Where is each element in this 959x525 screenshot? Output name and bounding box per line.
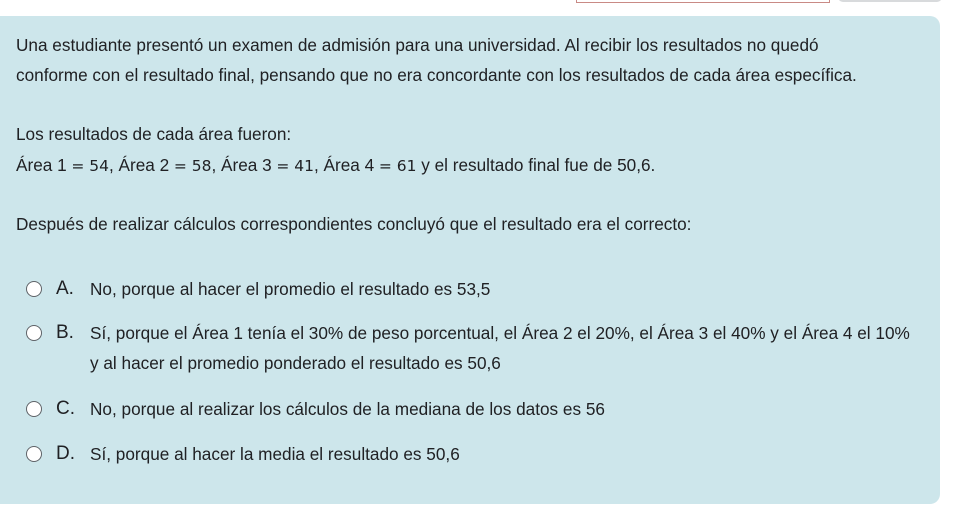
radio-button-c[interactable] — [26, 401, 42, 417]
separator: , — [211, 155, 221, 175]
option-text-c: No, porque al realizar los cálculos de la mediana de los datos es 56 — [90, 399, 605, 419]
option-letter-c: C. — [56, 398, 75, 419]
option-b[interactable] — [26, 322, 926, 378]
option-d[interactable] — [26, 443, 926, 467]
area-1-value: 54 — [89, 157, 109, 175]
option-a[interactable] — [26, 278, 926, 302]
option-text-d: Sí, porque al hacer la media el resultado es 50,6 — [90, 444, 460, 464]
final-result-text: y el resultado final fue de 50,6. — [416, 155, 656, 175]
area-1-label: Área 1 — [16, 155, 67, 175]
area-3-label: Área 3 — [221, 155, 272, 175]
equals-sign: = — [173, 157, 187, 175]
option-letter-b: B. — [56, 322, 74, 343]
previous-button-edge — [838, 0, 942, 2]
option-text-b-line-1: Sí, porque el Área 1 tenía el 30% de peso porcentual, el Área 2 el 20%, el Área 3 el 40% y el Área 4 el 10% — [90, 323, 910, 343]
equals-sign: = — [276, 157, 290, 175]
option-text-a: No, porque al hacer el promedio el resultado es 53,5 — [90, 279, 491, 299]
radio-button-a[interactable] — [26, 281, 42, 297]
area-3-value: 41 — [294, 157, 314, 175]
results-heading: Los resultados de cada área fueron: — [16, 124, 292, 144]
equals-sign: = — [378, 157, 392, 175]
area-4-label: Área 4 — [323, 155, 375, 175]
question-intro-line-1: Una estudiante presentó un examen de admisión para una universidad. Al recibir los resultados no quedó — [16, 35, 819, 55]
question-intro-line-2: conforme con el resultado final, pensando que no era concordante con los resultados de cada área específica. — [16, 65, 857, 85]
top-strip — [0, 0, 959, 8]
option-text-b-line-2: y al hacer el promedio ponderado el resultado es 50,6 — [90, 353, 501, 373]
separator: , — [313, 155, 324, 175]
radio-button-b[interactable] — [26, 325, 42, 341]
area-2-label: Área 2 — [118, 155, 170, 175]
option-letter-a: A. — [56, 278, 74, 299]
results-line — [16, 154, 655, 177]
area-4-value: 61 — [396, 157, 417, 175]
equals-sign: = — [71, 157, 85, 175]
question-card — [0, 16, 940, 504]
separator: , — [108, 155, 119, 175]
question-conclusion: Después de realizar cálculos correspondientes concluyó que el resultado era el correcto: — [16, 214, 692, 234]
previous-element-edge — [576, 0, 830, 3]
option-c[interactable] — [26, 398, 926, 422]
area-2-value: 58 — [191, 157, 212, 175]
option-letter-d: D. — [56, 443, 75, 464]
radio-button-d[interactable] — [26, 446, 42, 462]
